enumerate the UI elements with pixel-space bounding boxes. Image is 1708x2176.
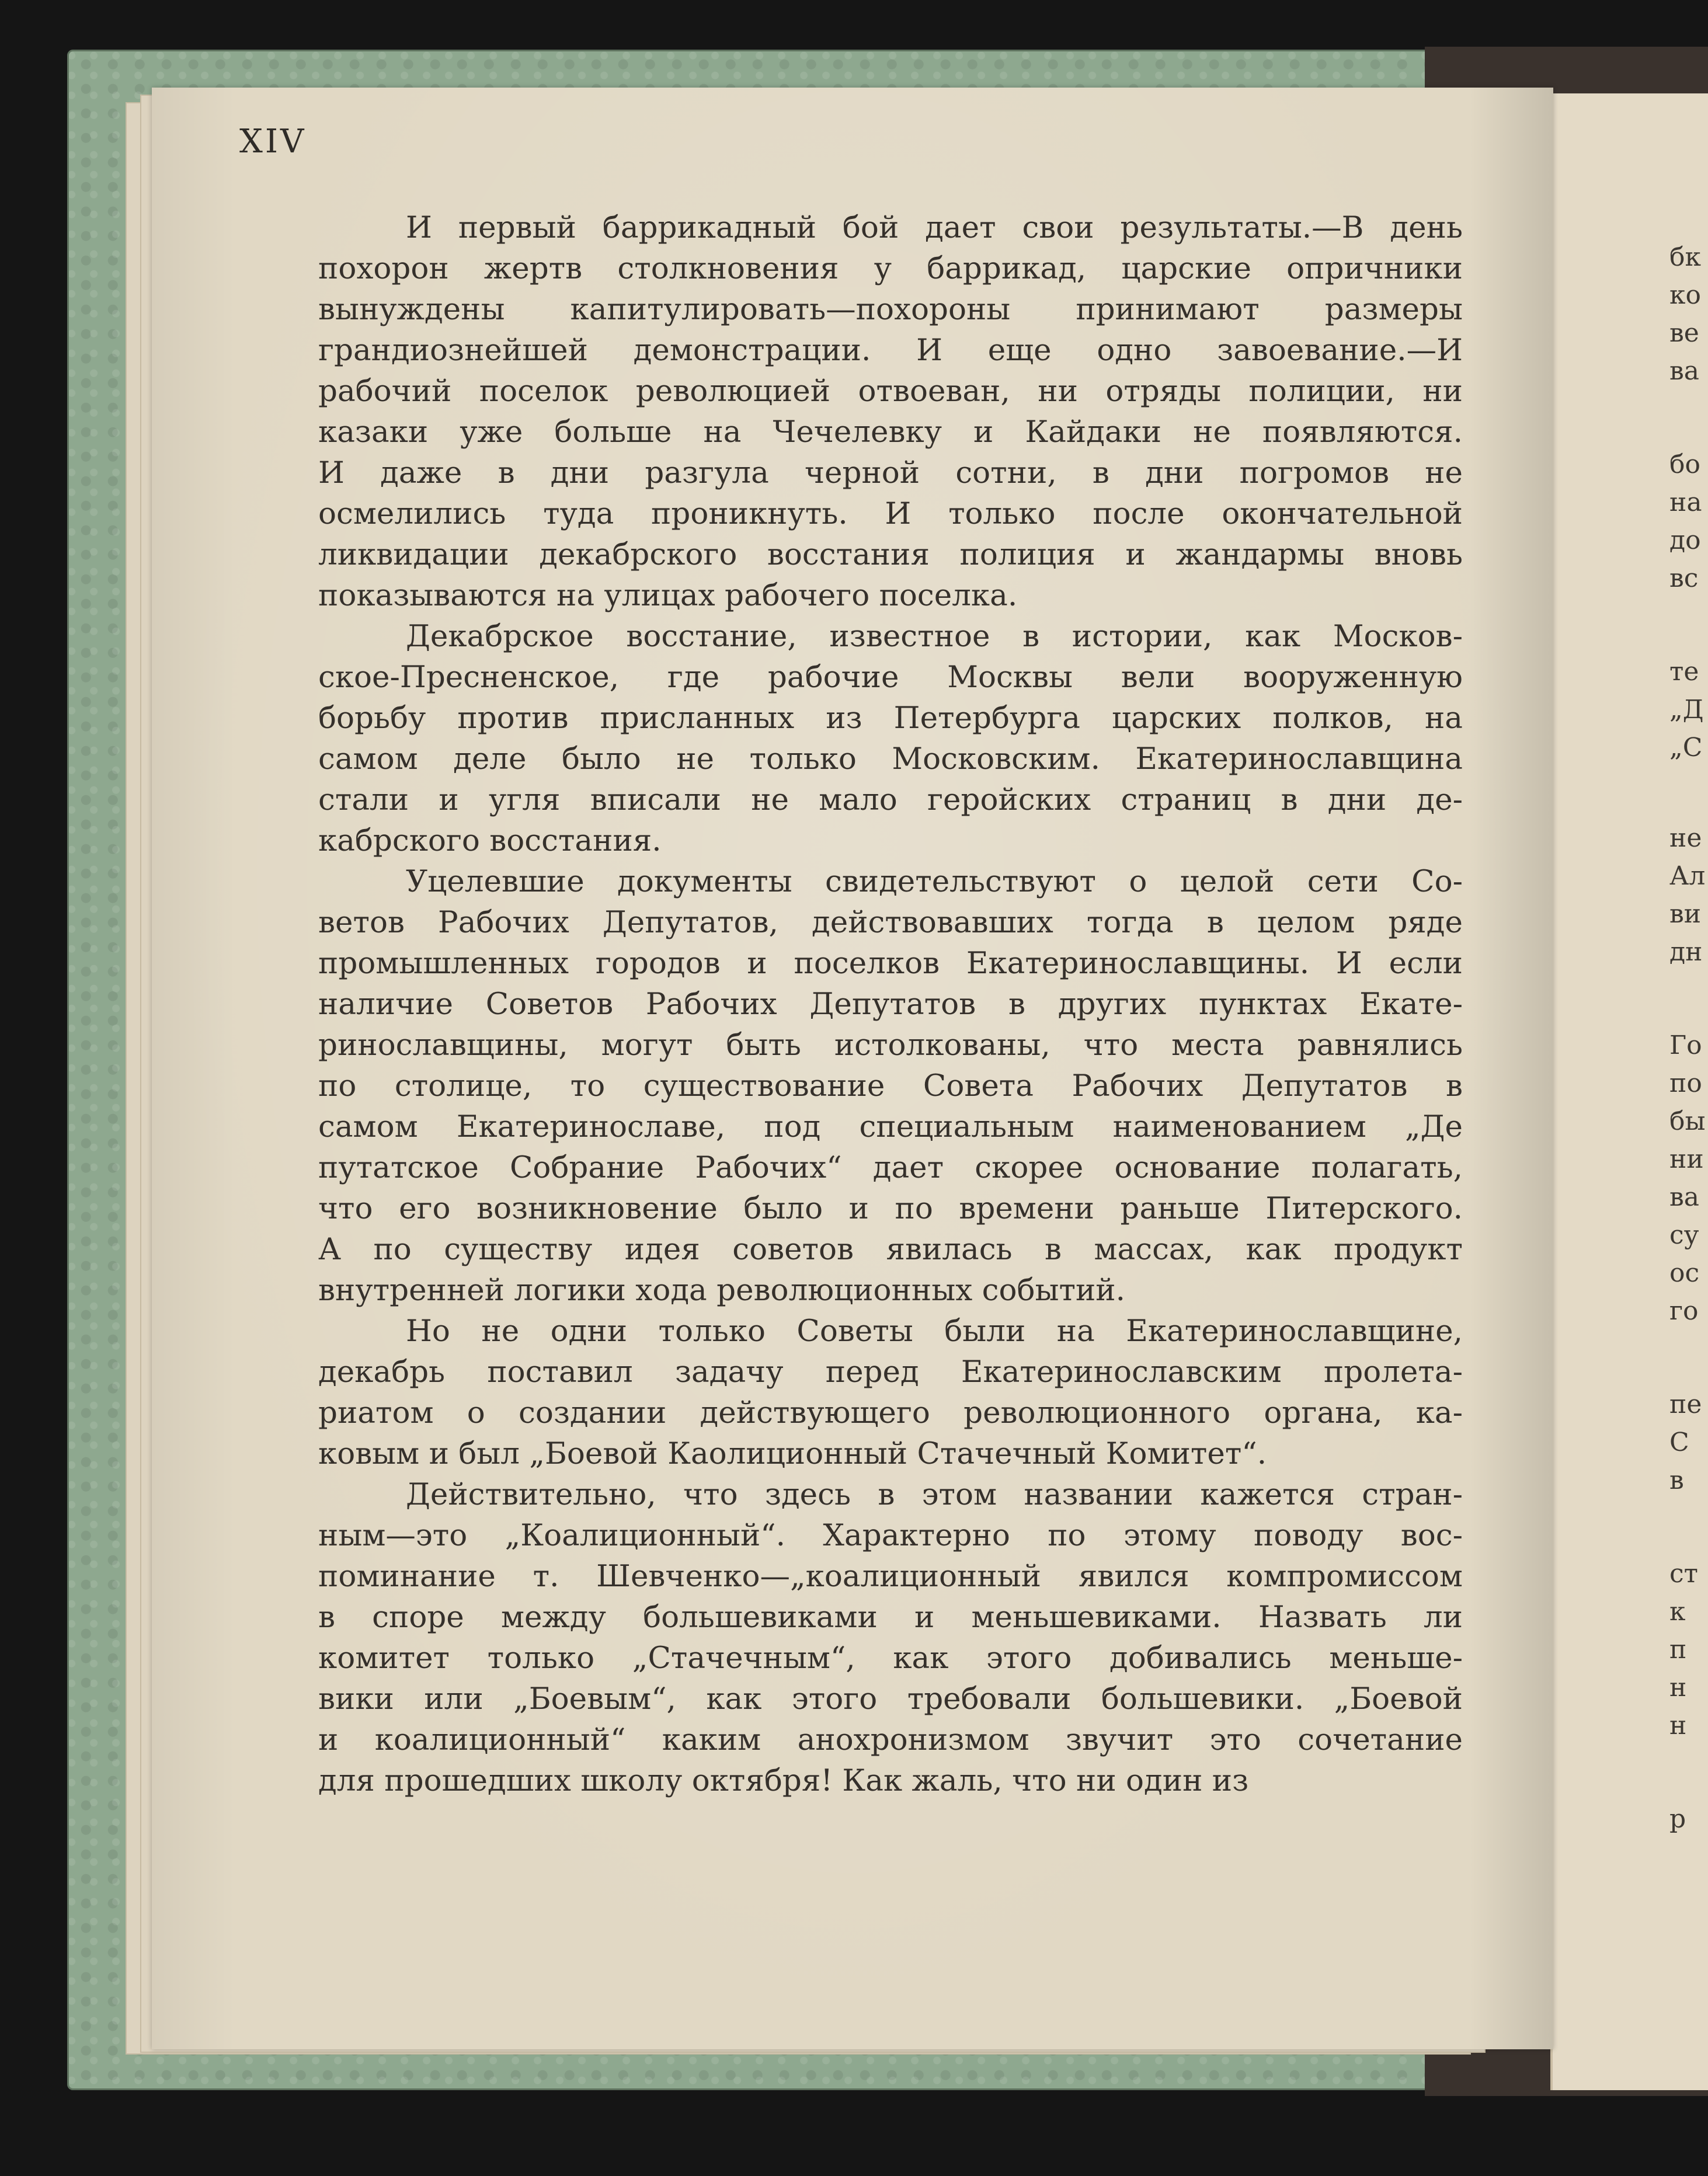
text-line: казаки уже больше на Чечелевку и Кайдаки не появляются.: [318, 415, 1463, 450]
text-line: наличие Советов Рабочих Депутатов в других пунктах Екате-: [318, 987, 1463, 1022]
text-line: А по существу идея советов явилась в массах, как продукт: [318, 1232, 1463, 1267]
facing-page-fragment: п: [1669, 1635, 1687, 1665]
facing-page-fragment: бы: [1669, 1106, 1706, 1136]
text-line: ское-Пресненское, где рабочие Москвы вели вооруженную: [318, 660, 1463, 695]
text-line: грандиознейшей демонстрации. И еще одно завоевание.—И: [318, 333, 1463, 368]
text-line: И первый баррикадный бой дает свои результаты.—В день: [406, 210, 1463, 245]
facing-page-fragment: не: [1669, 823, 1702, 853]
facing-page-fragment: н: [1669, 1673, 1687, 1702]
text-line: осмелились туда проникнуть. И только после окончательной: [318, 496, 1463, 531]
facing-page-fragment: „Д: [1669, 695, 1704, 725]
facing-page-fragment: ва: [1669, 1182, 1700, 1212]
facing-page-fragment: дн: [1669, 937, 1703, 967]
text-line: борьбу против присланных из Петербурга царских полков, на: [318, 701, 1463, 736]
facing-page: [1550, 93, 1708, 2090]
facing-page-fragment: по: [1669, 1068, 1702, 1098]
text-line: промышленных городов и поселков Екатеринославщины. И если: [318, 946, 1463, 981]
facing-page-fragment: „С: [1669, 733, 1703, 763]
text-line: ветов Рабочих Депутатов, действовавших тогда в целом ряде: [318, 905, 1463, 940]
facing-page-fragment: С: [1669, 1428, 1689, 1457]
facing-page-fragment: ос: [1669, 1258, 1700, 1288]
text-line: по столице, то существование Совета Рабочих Депутатов в: [318, 1068, 1463, 1103]
text-line: вынуждены капитулировать—похороны принимают размеры: [318, 292, 1463, 327]
text-line: самом Екатеринославе, под специальным наименованием „Де: [318, 1109, 1463, 1144]
text-line: стали и угля вписали не мало геройских страниц в дни де-: [318, 782, 1463, 817]
text-line: самом деле было не только Московским. Екатеринославщина: [318, 741, 1463, 777]
facing-page-fragment: ви: [1669, 899, 1702, 929]
text-line: для прошедших школу октября! Как жаль, что ни один из: [318, 1763, 1249, 1798]
text-line: Декабрское восстание, известное в истории, как Москов-: [406, 619, 1463, 654]
text-line: что его возникновение было и по времени раньше Питерского.: [318, 1191, 1463, 1226]
text-line: поминание т. Шевченко—„коалиционный явился компромиссом: [318, 1559, 1463, 1594]
facing-page-fragment: н: [1669, 1711, 1687, 1740]
facing-page-fragment: к: [1669, 1597, 1686, 1627]
page-number: XIV: [239, 123, 307, 161]
facing-page-fragment: ни: [1669, 1144, 1704, 1174]
facing-page-fragment: бк: [1669, 242, 1701, 272]
text-line: показываются на улицах рабочего поселка.: [318, 578, 1018, 613]
text-line: вики или „Боевым“, как этого требовали большевики. „Боевой: [318, 1681, 1463, 1717]
text-line: Уцелевшие документы свидетельствуют о целой сети Со-: [406, 864, 1463, 899]
text-line: риатом о создании действующего революционного органа, ка-: [318, 1395, 1463, 1430]
text-line: ковым и был „Боевой Каолиционный Стачечный Комитет“.: [318, 1436, 1267, 1471]
facing-page-fragment: пе: [1669, 1390, 1702, 1419]
facing-page-fragment: Го: [1669, 1030, 1702, 1060]
text-line: путатское Собрание Рабочих“ дает скорее основание полагать,: [318, 1150, 1463, 1185]
text-line: ринославщины, могут быть истолкованы, что места равнялись: [318, 1028, 1463, 1063]
facing-page-fragment: бо: [1669, 450, 1700, 479]
facing-page-fragment: Ал: [1669, 861, 1706, 891]
facing-page-fragment: ко: [1669, 280, 1701, 310]
text-line: И даже в дни разгула черной сотни, в дни погромов не: [318, 455, 1463, 490]
facing-page-fragment: су: [1669, 1220, 1699, 1250]
facing-page-fragment: го: [1669, 1296, 1699, 1326]
text-line: похорон жертв столкновения у баррикад, царские опричники: [318, 251, 1463, 286]
text-line: и коалиционный“ каким анохронизмом звучит это сочетание: [318, 1722, 1463, 1757]
facing-page-fragment: вс: [1669, 563, 1699, 593]
text-line: рабочий поселок революцией отвоеван, ни отряды полиции, ни: [318, 374, 1463, 409]
text-line: Но не одни только Советы были на Екатеринославщине,: [406, 1314, 1463, 1349]
facing-page-fragment: те: [1669, 657, 1699, 687]
text-line: внутренней логики хода революционных событий.: [318, 1273, 1125, 1308]
facing-page-fragment: ве: [1669, 318, 1699, 348]
text-line: декабрь поставил задачу перед Екатеринославским пролета-: [318, 1355, 1463, 1390]
facing-page-fragment: до: [1669, 525, 1701, 555]
text-line: ным—это „Коалиционный“. Характерно по этому поводу вос-: [318, 1518, 1463, 1553]
facing-page-fragment: в: [1669, 1465, 1684, 1495]
facing-page-fragment: на: [1669, 488, 1702, 517]
text-line: ликвидации декабрского восстания полиция и жандармы вновь: [318, 537, 1463, 572]
text-line: кабрского восстания.: [318, 823, 662, 858]
facing-page-fragment: ст: [1669, 1559, 1698, 1589]
text-line: комитет только „Стачечным“, как этого добивались меньше-: [318, 1641, 1463, 1676]
facing-page-fragment: ва: [1669, 356, 1700, 386]
text-line: в споре между большевиками и меньшевиками. Назвать ли: [318, 1600, 1463, 1635]
facing-page-fragment: р: [1669, 1804, 1686, 1834]
page-body-text: [318, 207, 1463, 1801]
text-line: Действительно, что здесь в этом названии кажется стран-: [406, 1477, 1463, 1512]
